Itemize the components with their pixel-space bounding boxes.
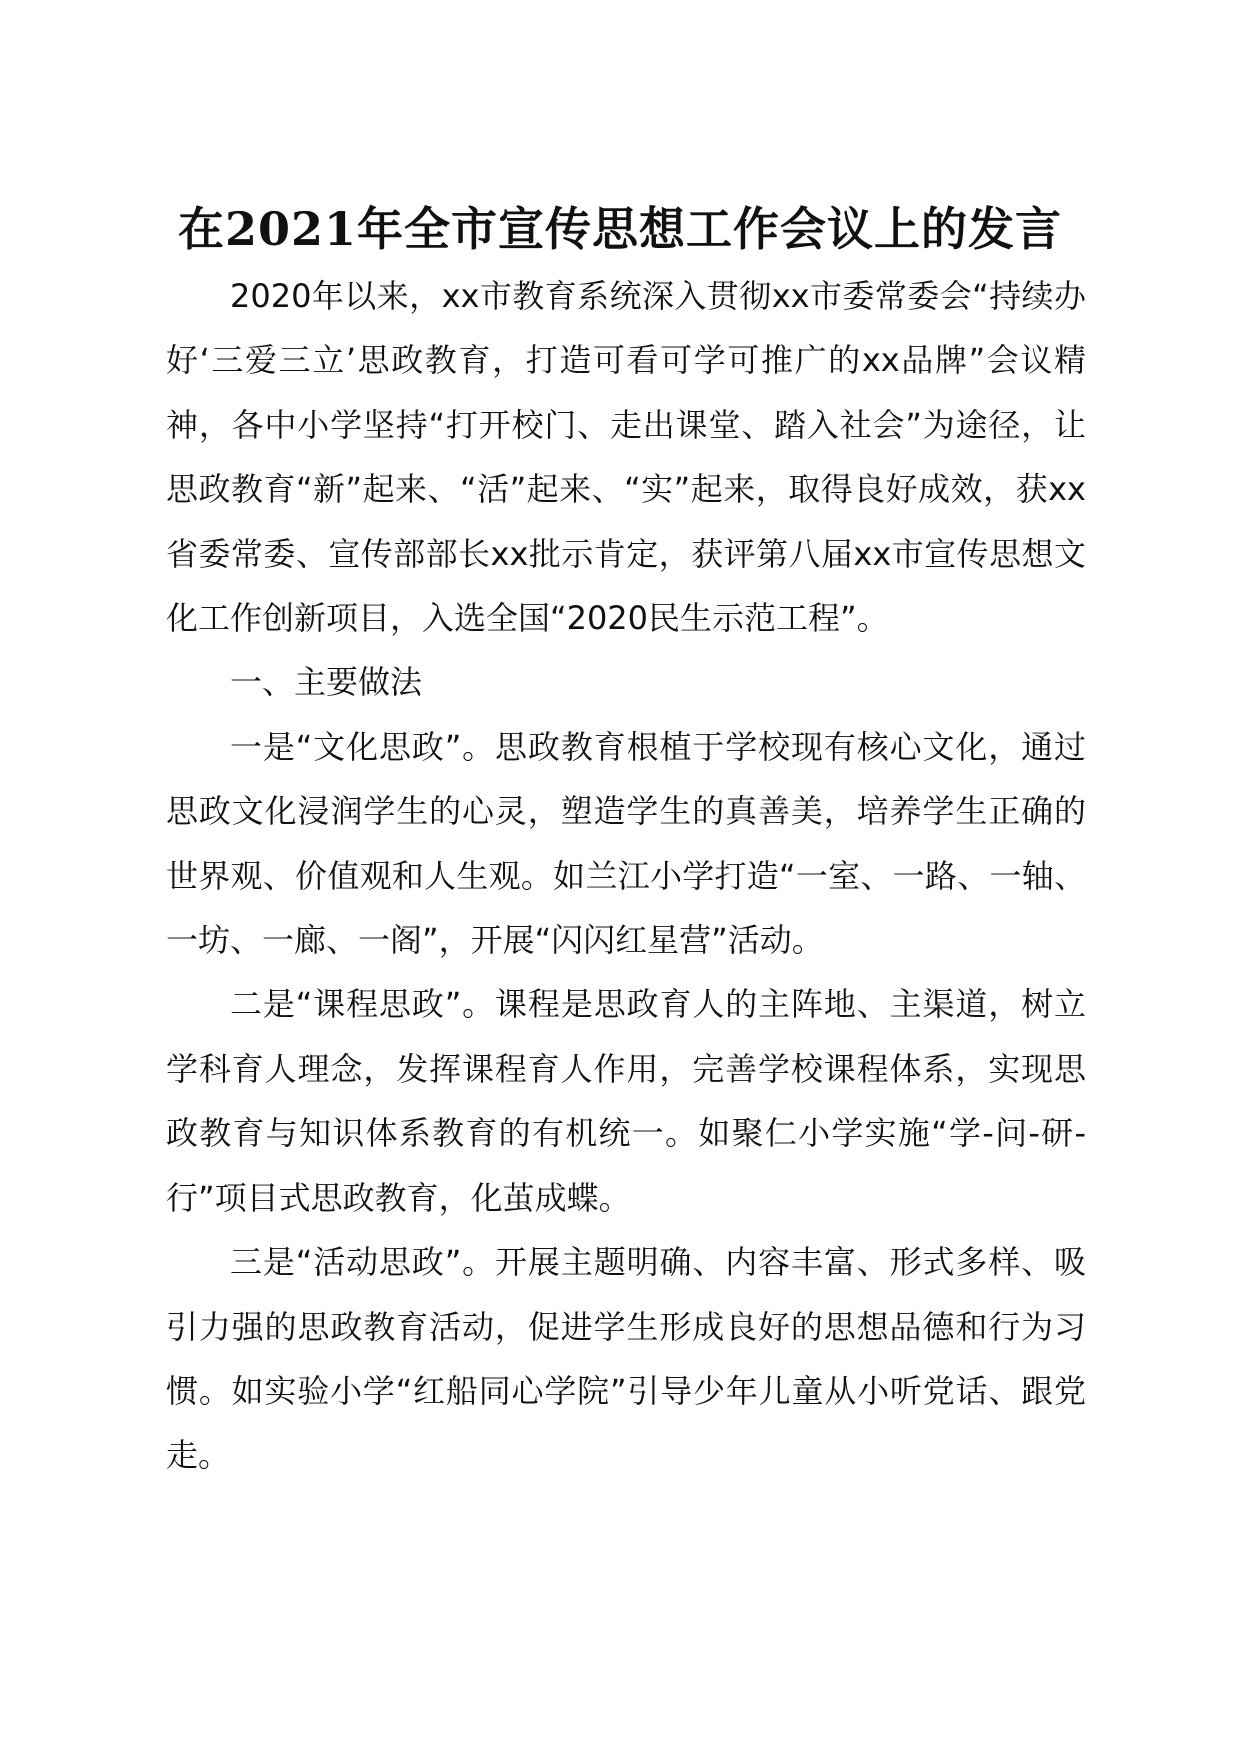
paragraph-intro: 2020年以来，xx市教育系统深入贯彻xx市委常委会“持续办好‘三爱三立’思政教育，打造可看可学可推广的xx品牌”会议精神，各中小学坚持“打开校门、走出课堂、踏入社会”为途径，让思政教育“新”起来、“活”起来、“实”起来，取得良好成效，获xx省委常委、宣传部部长xx批示肯定，获评第八届xx市宣传思想文化工作创新项目，入选全国“2020民生示范工程”。 — [166, 277, 1086, 638]
paragraph-curriculum: 二是“课程思政”。课程是思政育人的主阵地、主渠道，树立学科育人理念，发挥课程育人作用，完善学校课程体系，实现思政教育与知识体系教育的有机统一。如聚仁小学实施“学-问-研-行”项目式思政教育，化茧成蝶。 — [166, 985, 1086, 1217]
document-title: 在2021年全市宣传思想工作会议上的发言 — [177, 202, 1063, 256]
document-body — [166, 264, 1086, 1488]
section-heading: 一、主要做法 — [230, 663, 423, 702]
paragraph-culture: 一是“文化思政”。思政教育根植于学校现有核心文化，通过思政文化浸润学生的心灵，塑造学生的真善美，培养学生正确的世界观、价值观和人生观。如兰江小学打造“一室、一路、一轴、一坊、一廊、一阁”，开展“闪闪红星营”活动。 — [166, 727, 1086, 960]
paragraph-activity: 三是“活动思政”。开展主题明确、内容丰富、形式多样、吸引力强的思政教育活动，促进学生形成良好的思想品德和行为习惯。如实验小学“红船同心学院”引导少年儿童从小听党话、跟党走。 — [166, 1243, 1086, 1475]
